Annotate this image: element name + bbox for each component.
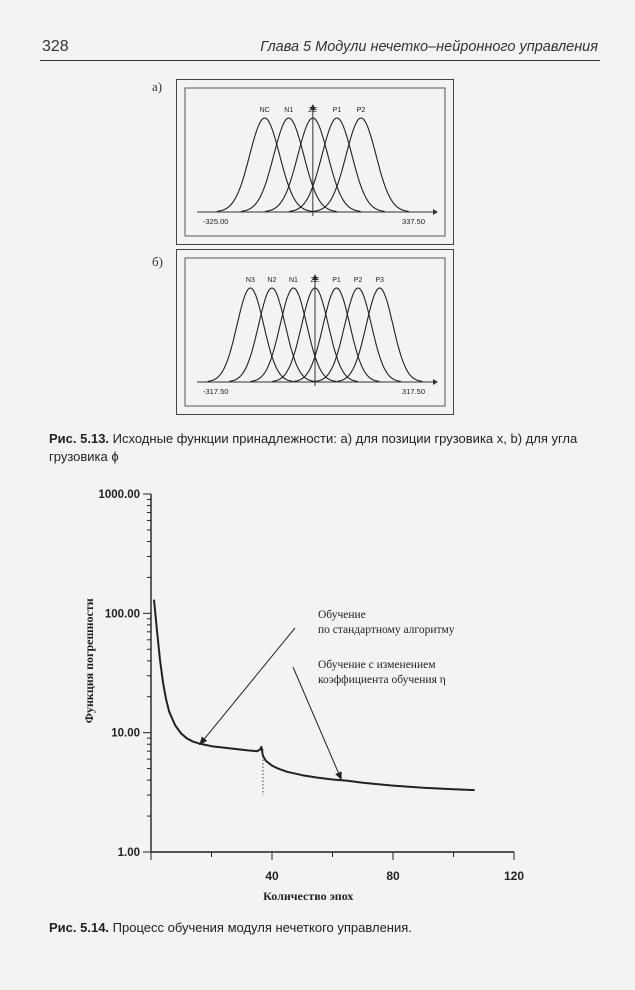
set-label-nc: NC (259, 107, 270, 114)
membership-curve-p1 (289, 118, 385, 211)
x-axis-label: Количество эпох (263, 889, 354, 903)
range-min-label: -325.00 (203, 217, 229, 226)
membership-curve-p3 (337, 288, 423, 381)
y-tick-label: 1.00 (117, 847, 140, 859)
membership-curve-p2 (313, 118, 409, 211)
figure-513-number: Рис. 5.13. (49, 431, 110, 446)
y-tick-label: 10.00 (111, 727, 140, 740)
x-axis-arrow (433, 379, 438, 385)
membership-chart-a (177, 80, 453, 244)
membership-chart-b (177, 250, 453, 414)
annotation-1-arrow (199, 628, 295, 745)
page-header (40, 34, 600, 61)
panel-a-label: а) (152, 79, 163, 94)
annotation-1-line-1: Обучение (318, 609, 366, 621)
annotation-1-line-2: по стандартному алгоритму (318, 624, 455, 636)
y-tick-label: 100.00 (104, 608, 140, 621)
annotation-2-line-2: коэффициента обучения η (318, 674, 446, 686)
membership-curve-nc (217, 118, 313, 211)
membership-curve-n3 (208, 288, 294, 381)
panel-b-label: б) (152, 254, 163, 269)
set-label-n2: N2 (267, 277, 277, 284)
membership-curve-n2 (229, 288, 315, 381)
annotation-2-line-1: Обучение с изменением (318, 659, 436, 671)
x-tick-label: 120 (503, 869, 525, 883)
range-min-label: -317.50 (203, 387, 229, 396)
y-axis-label: Функция погрешности (82, 598, 96, 724)
set-label-n1: N1 (288, 277, 298, 284)
y-tick-label: 1000.00 (98, 489, 140, 501)
membership-curve-p1 (294, 288, 380, 381)
figure-514-caption (49, 919, 599, 937)
x-axis-arrow (433, 209, 438, 215)
set-label-p1: P1 (332, 107, 342, 114)
range-max-label: 337.50 (402, 217, 425, 226)
page-number: 328 (42, 38, 69, 55)
set-label-p2: P2 (353, 277, 363, 284)
figure-514-text: Процесс обучения модуля нечеткого управления. (112, 920, 412, 935)
set-label-ze: ZE (308, 107, 318, 114)
set-label-p1: P1 (332, 277, 341, 284)
set-label-ze: ZE (310, 277, 320, 284)
membership-panel-b (176, 249, 454, 415)
membership-curve-n1 (251, 288, 337, 381)
set-label-n1: N1 (284, 107, 294, 114)
set-label-p3: P3 (375, 277, 384, 284)
x-tick-label: 40 (265, 869, 279, 883)
membership-curve-n1 (241, 118, 337, 211)
membership-panel-a (176, 79, 454, 245)
figure-514-number: Рис. 5.14. (49, 920, 110, 935)
membership-curve-p2 (315, 288, 401, 381)
x-tick-label: 80 (386, 869, 400, 883)
figure-513-text: Исходные функции принадлежности: a) для позиции грузовика x, b) для угла грузовика ϕ (49, 431, 578, 464)
running-title: Глава 5 Модули нечетко–нейронного управления (260, 39, 598, 55)
set-label-p2: P2 (356, 107, 366, 114)
error-chart (0, 478, 635, 908)
range-max-label: 317.50 (402, 387, 425, 396)
figure-513-caption (49, 430, 599, 466)
set-label-n3: N3 (245, 277, 255, 284)
